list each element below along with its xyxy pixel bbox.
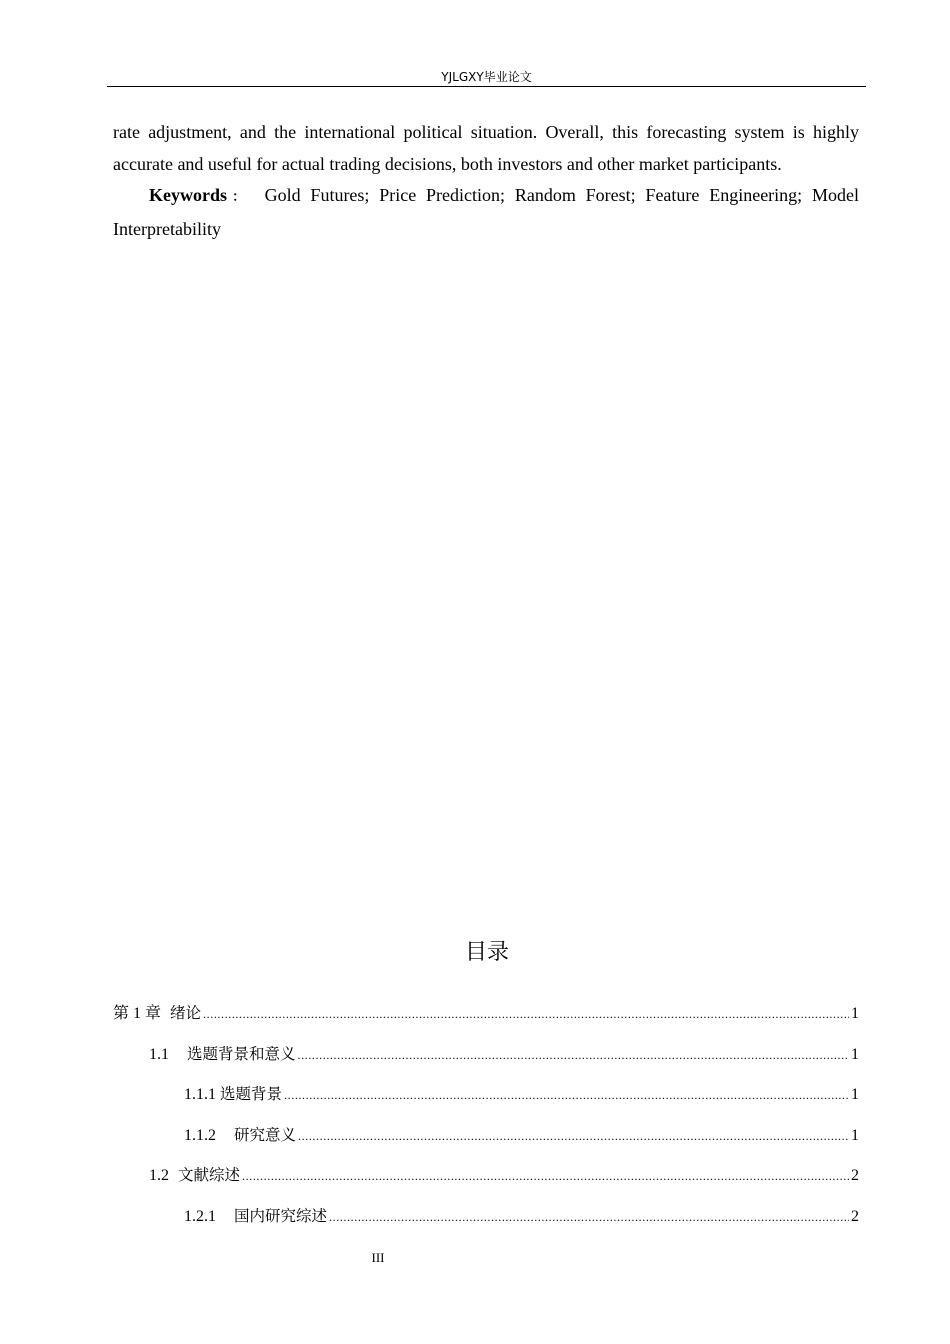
toc-entry-1-1-1[interactable] — [184, 1080, 859, 1108]
toc-entry-number: 1.1.1 — [184, 1086, 216, 1103]
toc-entry-page: 1 — [851, 1045, 859, 1063]
running-header-title: YJLGXY毕业论文 — [441, 70, 532, 84]
toc-dot-leader — [298, 1122, 849, 1150]
abstract-section — [113, 117, 859, 246]
toc-entry-title: 选题背景和意义 — [187, 1044, 296, 1063]
toc-entry-title: 绪论 — [170, 1004, 202, 1022]
toc-entry-page: 1 — [851, 1005, 859, 1022]
toc-entry-chapter-1[interactable] — [113, 999, 859, 1027]
toc-entry-1-1[interactable] — [149, 1040, 859, 1068]
toc-entry-page: 2 — [851, 1167, 859, 1184]
toc-entry-title: 文献综述 — [178, 1166, 241, 1184]
keywords-label: Keywords — [149, 185, 227, 206]
toc-entry-title: 国内研究综述 — [234, 1206, 328, 1225]
toc-entry-number: 1.1.2 — [184, 1126, 216, 1144]
toc-entry-page: 1 — [851, 1126, 859, 1144]
toc-dot-leader — [329, 1203, 849, 1231]
toc-dot-leader — [284, 1081, 849, 1109]
running-header — [107, 68, 866, 87]
page-number: III — [371, 1250, 385, 1265]
toc-entry-1-1-2[interactable] — [184, 1121, 859, 1149]
toc-entry-number: 1.2.1 — [184, 1207, 216, 1225]
keywords-text: Gold Futures; Price Prediction; Random Forest; Feature Engineering; Model Interpretability — [113, 185, 859, 240]
toc-entry-page: 2 — [851, 1207, 859, 1225]
toc-entry-number: 1.1 — [149, 1045, 169, 1063]
abstract-paragraph: rate adjustment, and the international political situation. Overall, this forecasting system is highly accurate and useful for actual trading decisions, both investors and other market participants. — [113, 122, 859, 174]
toc-dot-leader — [298, 1041, 849, 1069]
keywords-paragraph — [113, 180, 859, 245]
toc-entry-1-2[interactable] — [149, 1161, 859, 1189]
keywords-colon: ： — [227, 190, 251, 206]
toc-entry-number: 1.2 — [149, 1167, 169, 1184]
toc-dot-leader — [203, 1000, 849, 1028]
toc-entry-title: 选题背景 — [220, 1085, 283, 1103]
toc-entry-number: 第 1 章 — [113, 1005, 162, 1022]
toc-entry-1-2-1[interactable] — [184, 1202, 859, 1230]
toc-dot-leader — [242, 1162, 849, 1190]
toc-entry-title: 研究意义 — [234, 1125, 297, 1144]
toc-entry-page: 1 — [851, 1086, 859, 1103]
toc-title: 目录 — [464, 940, 509, 965]
